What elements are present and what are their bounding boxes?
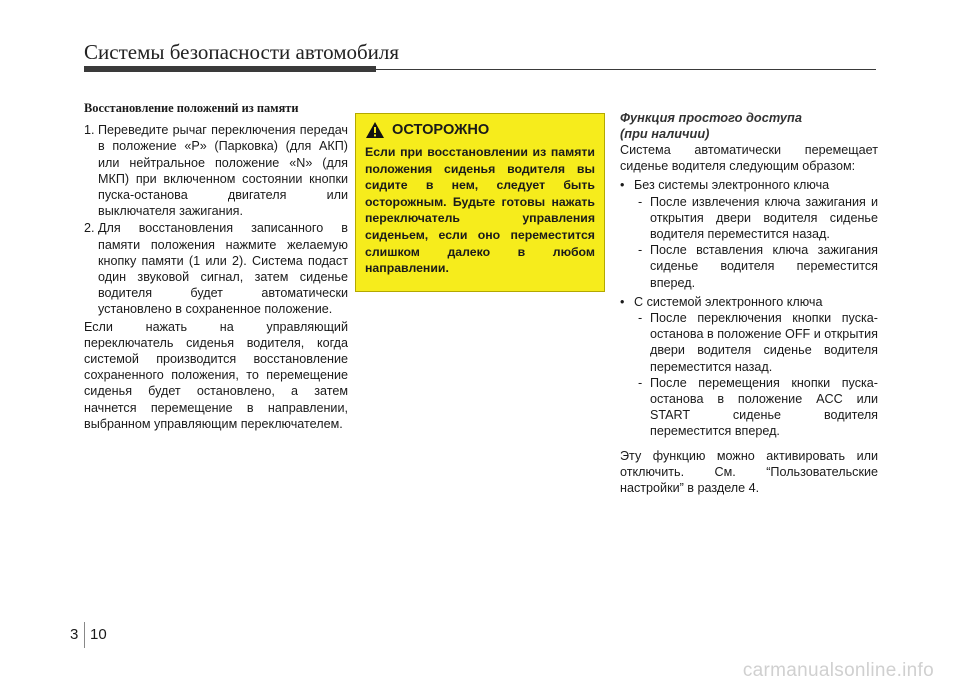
dash-item xyxy=(638,375,878,440)
bullet-label: Без системы электронного ключа xyxy=(634,178,830,193)
dash-text: После вставления ключа зажигания сиденье водителя переместится вперед. xyxy=(650,243,878,290)
dash-item xyxy=(638,242,878,291)
page-number: 10 xyxy=(90,626,107,643)
step-number: 2. xyxy=(84,221,95,236)
bullet-mark: • xyxy=(620,178,625,193)
dash-text: После извлечения ключа зажигания и открытия двери водителя сиденье водителя переместится назад. xyxy=(650,194,878,242)
warning-title: ОСТОРОЖНО xyxy=(392,122,490,138)
dash-text: После перемещения кнопки пуска-останова в положение ACC или START сиденье водителя переместится вперед. xyxy=(650,375,878,439)
dash-mark: - xyxy=(638,311,643,326)
page-section-number: 3 xyxy=(70,626,79,643)
step-item xyxy=(84,122,348,219)
watermark: carmanualsonline.info xyxy=(742,660,934,681)
warning-header xyxy=(365,121,595,139)
easy-access-title: Функция простого доступа xyxy=(620,110,802,125)
dash-mark: - xyxy=(638,194,643,209)
bullet-label: С системой электронного ключа xyxy=(634,294,823,309)
footer-divider xyxy=(84,622,85,648)
spacer xyxy=(620,440,878,448)
warning-box xyxy=(355,113,605,292)
dash-mark: - xyxy=(638,375,643,390)
bullet-item xyxy=(620,177,878,193)
memory-restore-note: Если нажать на управляющий переключатель сиденья водителя, когда системой производится восстановление сохраненного положения, то перемещение сиденья будет остановлено, а затем начнется перемещение в направлении, выбранном управляющим переключателем. xyxy=(84,319,348,431)
step-text: Для восстановления записанного в памяти положения нажмите желаемую кнопку памяти (1 или 2). Система подаст один звуковой сигнал, затем сиденье водителя будет автоматически установлено в сохраненное положение. xyxy=(98,221,348,317)
easy-access-title-note: (при наличии) xyxy=(620,126,710,141)
header-bar-rule xyxy=(376,69,876,70)
step-text: Переведите рычаг переключения передач в положение «P» (Парковка) (для АКП) или нейтральное положение «N» (для МКП) при включенном состоянии кнопки пуска-останова двигателя или выключателя зажигания. xyxy=(98,123,348,219)
step-number: 1. xyxy=(84,123,95,138)
warning-triangle-icon xyxy=(365,121,385,139)
memory-restore-title: Восстановление положений из памяти xyxy=(84,101,299,115)
dash-item xyxy=(638,194,878,243)
header-bar xyxy=(84,66,876,72)
easy-access-intro: Система автоматически перемещает сиденье водителя следующим образом: xyxy=(620,143,878,174)
bullet-item xyxy=(620,294,878,310)
easy-access-section xyxy=(620,110,878,496)
warning-text: Если при восстановлении из памяти положения сиденья водителя вы сидите в нем, следует быть осторожным. Будьте готовы нажать переключатель управления сиденьем, если оно переместится слишком далеко в любом направлении. xyxy=(365,145,595,276)
easy-access-footer: Эту функцию можно активировать или отключить. См. “Пользовательские настройки” в разделе 4. xyxy=(620,448,878,496)
header-bar-accent xyxy=(84,66,376,72)
dash-text: После переключения кнопки пуска-останова в положение OFF и открытия двери водителя сиденье водителя переместится назад. xyxy=(650,311,878,374)
step-item xyxy=(84,220,348,317)
memory-restore-section xyxy=(84,100,348,432)
bullet-mark: • xyxy=(620,294,625,309)
dash-item xyxy=(638,310,878,375)
dash-mark: - xyxy=(638,243,643,258)
section-title: Системы безопасности автомобиля xyxy=(84,40,400,64)
